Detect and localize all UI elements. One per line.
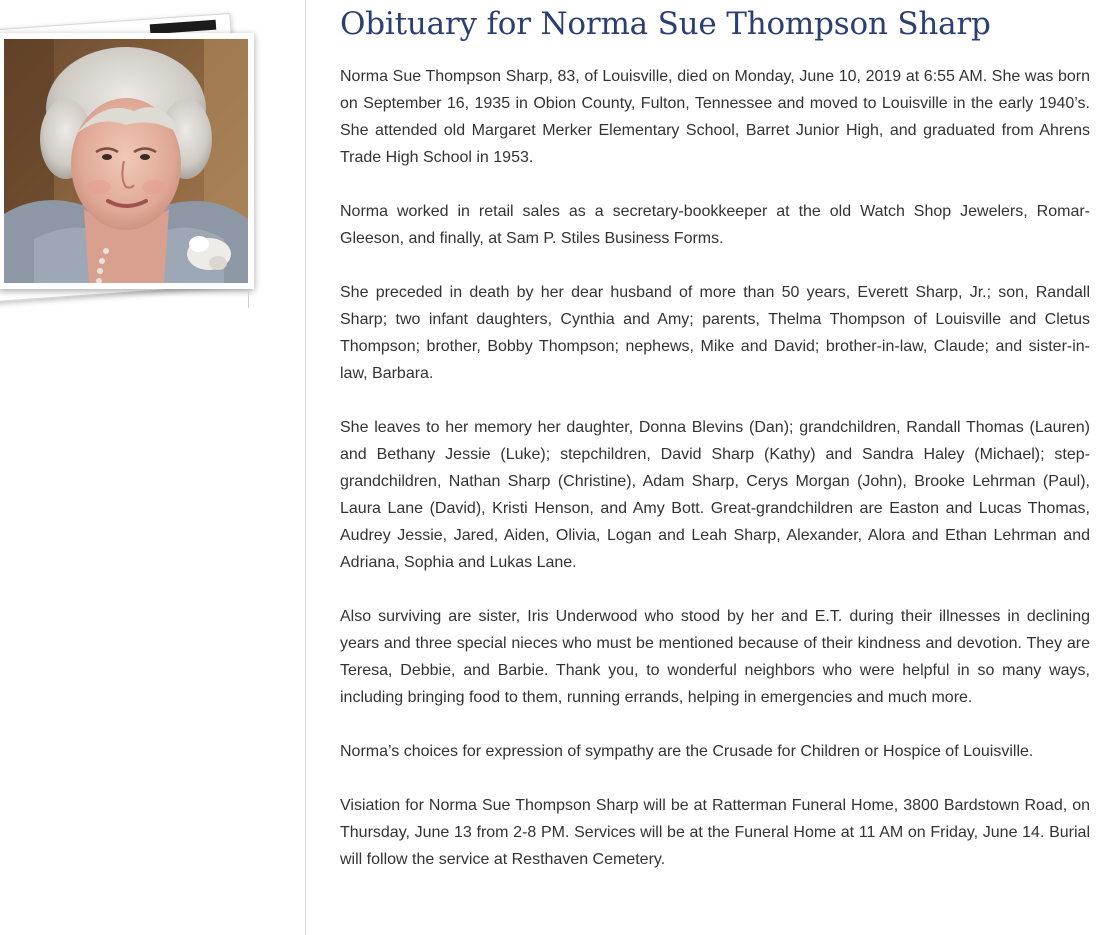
page-title: Obituary for Norma Sue Thompson Sharp xyxy=(340,6,991,42)
obituary-body xyxy=(340,63,1090,873)
paragraph-also-surviving: Also surviving are sister, Iris Underwood who stood by her and E.T. during their illnesses in declining years and three special nieces who must be mentioned because of their kindness and devotion. They are Teresa, Debbie, and Barbie. Thank you, to wonderful neighbors who were helpful in so many ways, including bringing food to them, running errands, helping in emergencies and much more. xyxy=(340,608,1090,706)
obituary-content xyxy=(340,0,1090,873)
portrait-photo xyxy=(4,39,248,283)
photo-frame xyxy=(0,33,254,289)
paragraph-preceded-in-death: She preceded in death by her dear husband of more than 50 years, Everett Sharp, Jr.; son, Randall Sharp; two infant daughters, Cynthia and Amy; parents, Thelma Thompson of Louisville and Cletus Thompson; brother, Bobby Thompson; nephews, Mike and David; brother-in-law, Claude; and sister-in-law, Barbara. xyxy=(340,284,1090,382)
photo-tick-line xyxy=(248,292,249,308)
photo-stack xyxy=(0,0,305,320)
paragraph-sympathy: Norma’s choices for expression of sympathy are the Crusade for Children or Hospice of Louisville. xyxy=(340,743,1034,760)
paragraph-death-and-birth: Norma Sue Thompson Sharp, 83, of Louisville, died on Monday, June 10, 2019 at 6:55 AM. She was born on September 16, 1935 in Obion County, Fulton, Tennessee and moved to Louisville in the early 1940’s. She attended old Margaret Merker Elementary School, Barret Junior High, and graduated from Ahrens Trade High School in 1953. xyxy=(340,68,1090,166)
portrait-image xyxy=(4,39,248,283)
paragraph-survivors: She leaves to her memory her daughter, Donna Blevins (Dan); grandchildren, Randall Thomas (Lauren) and Bethany Jessie (Luke); stepchildren, David Sharp (Kathy) and Sandra Haley (Michael); step-grandchildren, Nathan Sharp (Christine), Adam Sharp, Cerys Morgan (John), Brooke Lehrman (Paul), Laura Lane (David), Kristi Henson, and Amy Bott. Great-grandchildren are Easton and Lucas Thomas, Audrey Jessie, Jared, Aiden, Olivia, Logan and Leah Sharp, Alexander, Alora and Ethan Lehrman and Adriana, Sophia and Lukas Lane. xyxy=(340,419,1090,571)
paragraph-career: Norma worked in retail sales as a secretary-bookkeeper at the old Watch Shop Jewelers, Romar-Gleeson, and finally, at Sam P. Stiles Business Forms. xyxy=(340,203,1090,247)
sidebar-column xyxy=(0,0,305,935)
column-divider xyxy=(305,0,306,935)
paragraph-services: Visiation for Norma Sue Thompson Sharp will be at Ratterman Funeral Home, 3800 Bardstown Road, on Thursday, June 13 from 2-8 PM. Services will be at the Funeral Home at 11 AM on Friday, June 14. Burial will follow the service at Resthaven Cemetery. xyxy=(340,797,1090,868)
